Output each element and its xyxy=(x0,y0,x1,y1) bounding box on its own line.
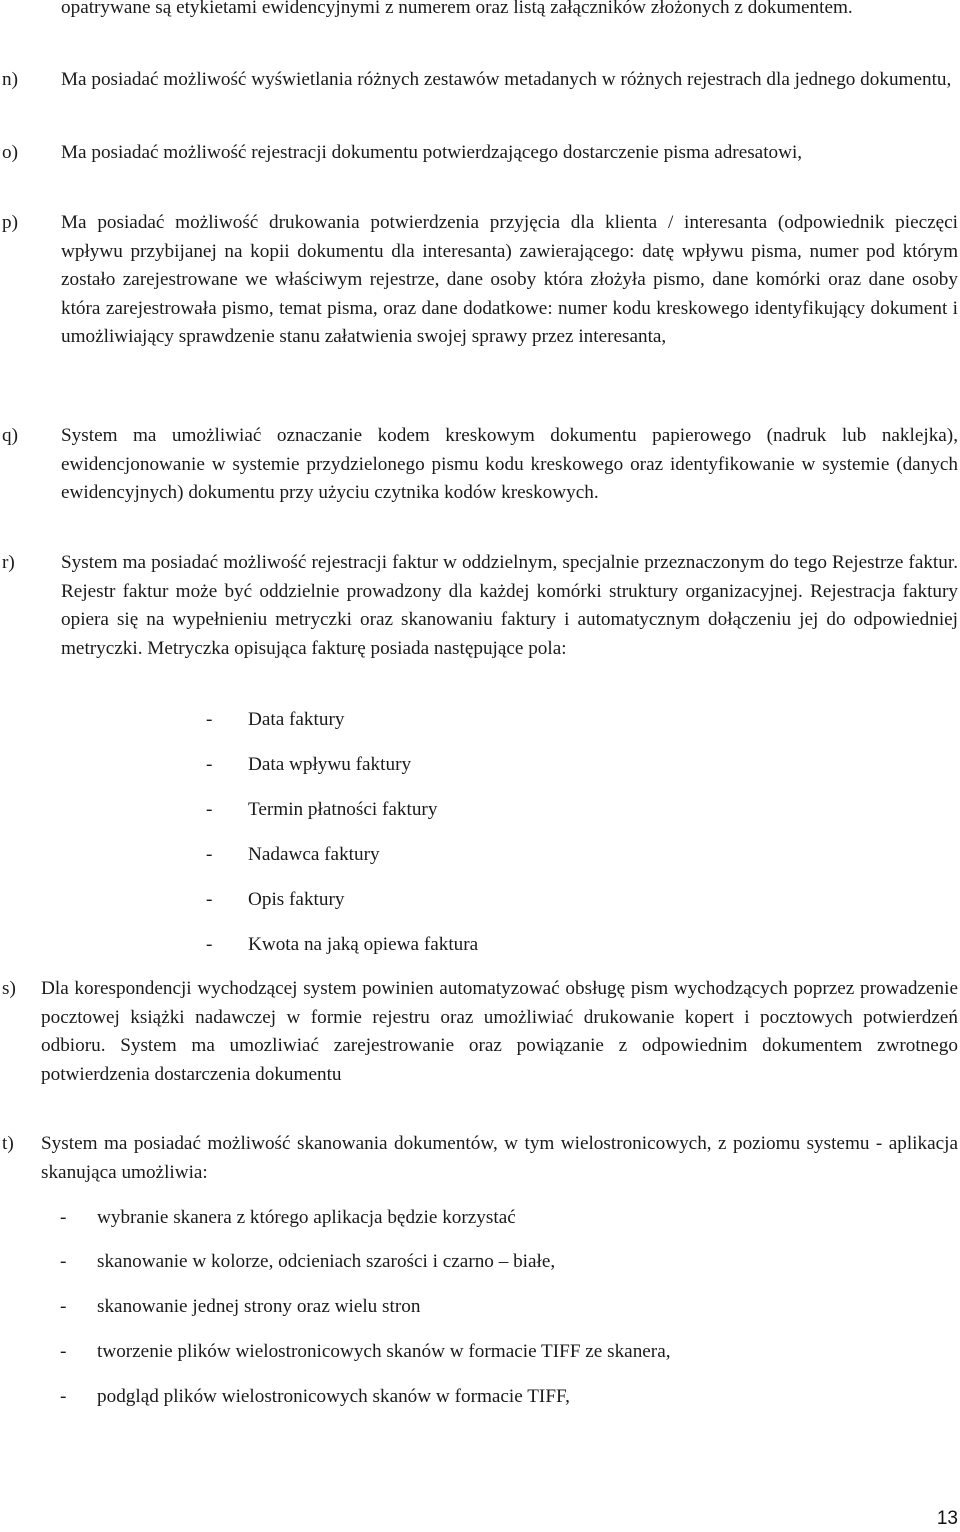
list-dash: - xyxy=(60,1296,67,1317)
invoice-field-label: Nadawca faktury xyxy=(248,844,380,865)
list-item-text: System ma posiadać możliwość skanowania dokumentów, w tym wielostronicowych, z poziomu systemu - aplikacja skanująca umożliwia: xyxy=(41,1133,958,1183)
invoice-field-label: Kwota na jaką opiewa faktura xyxy=(248,934,479,955)
list-item-text: Ma posiadać możliwość rejestracji dokumentu potwierdzającego dostarczenie pisma adresatowi, xyxy=(61,142,803,163)
list-dash: - xyxy=(60,1251,67,1272)
list-item-text: System ma umożliwiać oznaczanie kodem kreskowym dokumentu papierowego (nadruk lub naklejka), ewidencjonowanie w systemie przydzielonego pismu kodu kreskowego oraz identyfikowanie w systemie (danych ewidencyjnych) dokumentu przy użyciu czytnika kodów kreskowych. xyxy=(61,425,958,503)
list-dash: - xyxy=(60,1207,67,1228)
list-item-text: Ma posiadać możliwość drukowania potwierdzenia przyjęcia dla klienta / interesanta (odpowiednik pieczęci wpływu przybijanej na kopii dokumentu dla interesanta) zawierającego: datę wpływu pisma, numer pod którym zostało zarejestrowane we właściwym rejestrze, dane osoby która złożyła pismo, dane komórki oraz dane osoby która zarejestrowała pismo, temat pisma, oraz dane dodatkowe: numer kodu kreskowego identyfikujący dokument i umożliwiający sprawdzenie stanu załatwienia swojej sprawy przez interesanta, xyxy=(61,212,958,347)
list-dash: - xyxy=(206,709,213,730)
list-item-text: Dla korespondencji wychodzącej system powinien automatyzować obsługę pism wychodzących poprzez prowadzenie pocztowej książki nadawczej w formie rejestru oraz umożliwiać drukowanie kopert i pocztowych potwierdzeń odbioru. System ma umozliwiać zarejestrowanie oraz powiązanie z odpowiednim dokumentem zwrotnego potwierdzenia dostarczenia dokumentu xyxy=(41,978,958,1085)
scan-feature-label: skanowanie w kolorze, odcieniach szarości i czarno – białe, xyxy=(97,1251,556,1272)
continuation-paragraph: opatrywane są etykietami ewidencyjnymi z numerem oraz listą załączników złożonych z dokumentem. xyxy=(61,0,853,18)
list-marker: n) xyxy=(2,69,18,90)
list-marker: q) xyxy=(2,425,18,446)
list-dash: - xyxy=(206,754,213,775)
list-item-text: System ma posiadać możliwość rejestracji faktur w oddzielnym, specjalnie przeznaczonym do tego Rejestrze faktur. Rejestr faktur może być oddzielnie prowadzony dla każdej komórki struktury organizacyjnej. Rejestracja faktury opiera się na wypełnieniu metryczki oraz skanowaniu faktury i automatycznym dołączeniu jej do odpowiedniej metryczki. Metryczka opisująca fakturę posiada następujące pola: xyxy=(61,552,958,659)
list-dash: - xyxy=(60,1341,67,1362)
list-dash: - xyxy=(206,799,213,820)
list-dash: - xyxy=(60,1386,67,1407)
list-dash: - xyxy=(206,934,213,955)
list-marker: r) xyxy=(2,552,15,573)
scan-feature-label: wybranie skanera z którego aplikacja będzie korzystać xyxy=(97,1207,516,1228)
invoice-field-label: Data faktury xyxy=(248,709,345,730)
list-dash: - xyxy=(206,889,213,910)
invoice-field-label: Termin płatności faktury xyxy=(248,799,438,820)
scan-feature-label: skanowanie jednej strony oraz wielu stron xyxy=(97,1296,421,1317)
page-number: 13 xyxy=(936,1508,958,1529)
list-marker: t) xyxy=(2,1133,14,1154)
list-dash: - xyxy=(206,844,213,865)
list-item-text: Ma posiadać możliwość wyświetlania różnych zestawów metadanych w różnych rejestrach dla jednego dokumentu, xyxy=(61,69,952,90)
invoice-field-label: Data wpływu faktury xyxy=(248,754,412,775)
scan-feature-label: podgląd plików wielostronicowych skanów w formacie TIFF, xyxy=(97,1386,570,1407)
list-marker: s) xyxy=(2,978,16,999)
list-marker: o) xyxy=(2,142,18,163)
scan-feature-label: tworzenie plików wielostronicowych skanów w formacie TIFF ze skanera, xyxy=(97,1341,671,1362)
invoice-field-label: Opis faktury xyxy=(248,889,345,910)
list-marker: p) xyxy=(2,212,18,233)
